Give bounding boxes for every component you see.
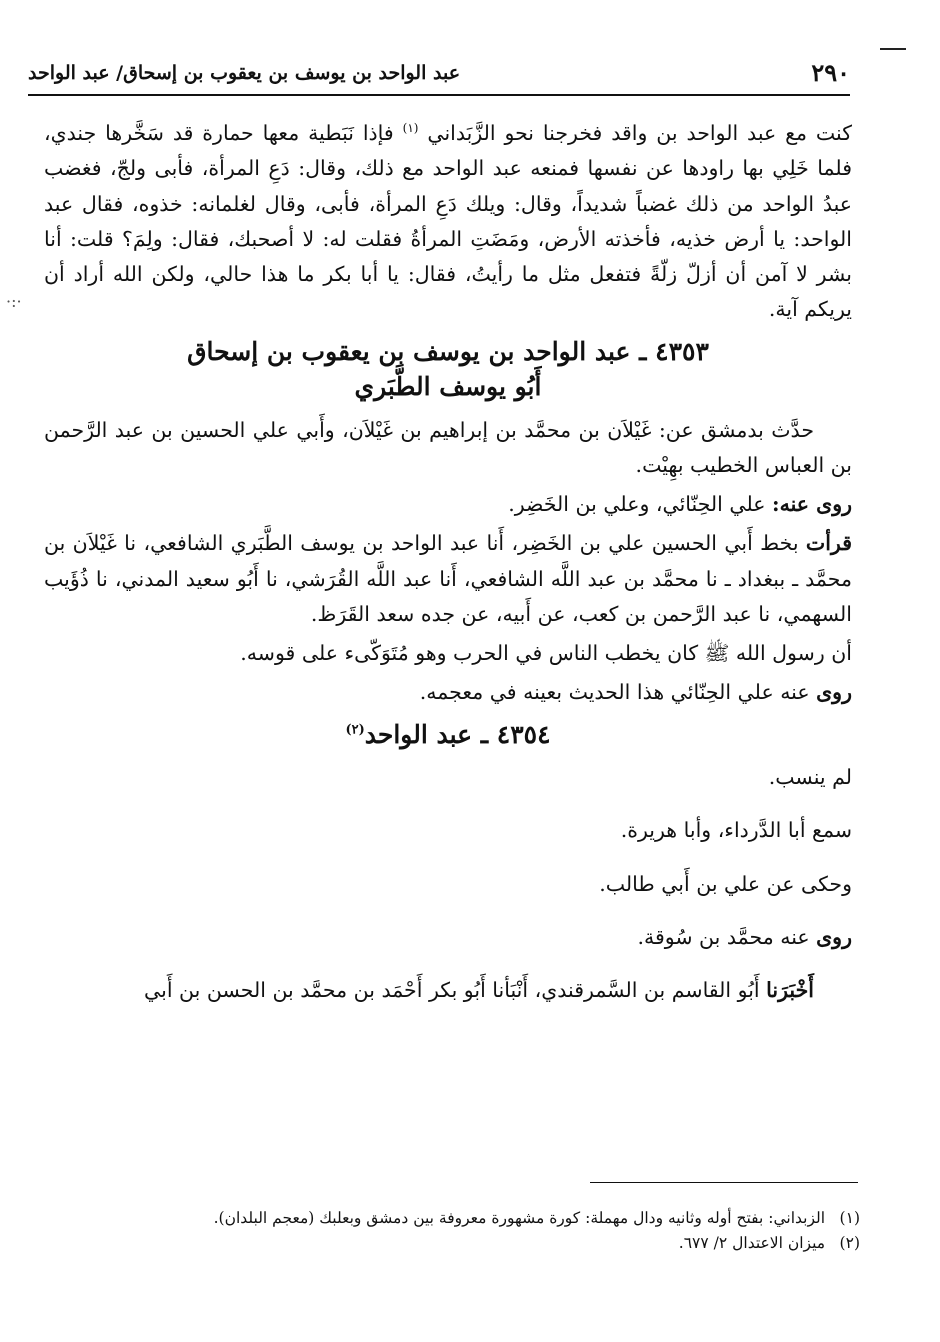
running-title: عبد الواحد بن يوسف بن يعقوب بن إسحاق/ عبد الواحد [28, 62, 461, 84]
rawa-text-2: عنه محمَّد بن سُوقة. [637, 924, 810, 949]
entry-4354-title: ٤٣٥٤ ـ عبد الواحد [364, 719, 551, 749]
entry-4354-body [44, 760, 852, 955]
qaraat-label: قرأت [805, 531, 852, 556]
rawa-text: عنه علي الحِنّائي هذا الحديث بعينه في معجمه. [419, 680, 810, 705]
footnote-ref-2: (٢) [345, 722, 365, 738]
intro-text-start: كنت مع عبد الواحد بن واقد فخرجنا نحو الزَّبَداني [427, 121, 852, 145]
entry-4353-p4: أن رسول الله ﷺ كان يخطب الناس في الحرب وهو مُتَوَكّىء على قوسه. [240, 641, 852, 665]
footnote-1 [140, 1206, 860, 1231]
rawa-label: روى [816, 680, 852, 705]
footnote-2-number: (٢) [839, 1233, 860, 1252]
footnote-1-number: (١) [839, 1209, 860, 1227]
footnote-1-text: الزبداني: بفتح أوله وثانيه ودال مهملة: كورة مشهورة معروفة بين دمشق وبعلبك (معجم البلدان). [213, 1209, 826, 1227]
entry-4354-p4 [44, 920, 852, 955]
footnote-2-text: ميزان الاعتدال ٢/ ٦٧٧. [678, 1233, 826, 1252]
footnote-divider [590, 1182, 858, 1183]
entry-4353-heading [44, 334, 852, 405]
entry-4353-title: ٤٣٥٣ ـ عبد الواحد بن يوسف بن يعقوب بن إسحاق [187, 336, 709, 366]
akhbarana-label: أَخْبَرَنا [766, 978, 814, 1002]
entry-4354-p3: وحكى عن علي بن أَبي طالب. [599, 871, 852, 896]
entry-4354-heading [44, 717, 852, 753]
footnote-2 [140, 1231, 860, 1256]
footnotes [140, 1206, 860, 1256]
narrators-text: علي الحِنّائي، وعلي بن الخَضِر. [508, 492, 766, 516]
narrators-label: روى عنه: [772, 492, 852, 516]
page-header [28, 56, 850, 96]
entry-4353-p5 [44, 675, 852, 710]
intro-text-rest: فإذا نَبَطية معها حمارة قد سَخَّرها جندي، فلما خَلِي بها راودها عن نفسها فمنعه عبد الواحد مع ذلك، وقال: دَعِ المرأة، فأبى ولجّ، فغضب عبدُ الواحد من ذلك غضباً شديداً، وقال: ويلك دَعِ المرأة، فأبى، وقال لغلمانه: خذوه، فقال عبد الواحد: يا أرض خذيه، فأخذته الأرض، ومَضَتِ المرأةُ فقلت له: لا أصحبك، فقال: ولِمَ؟ قلت: أنا بشر لا آمن أن أزلّ زلّةً فتفعل مثل ما رأيتُ، فقال: يا أبا بكر ما هذا حالي، ولكن الله أراد أن يريكم آية. [44, 121, 852, 322]
footnote-ref-1: (١) [402, 121, 419, 136]
isnad-text: بخط أَبي الحسين علي بن الخَضِر، أَنا عبد الواحد بن يوسف الطَّبَري الشافعي، نا غَيْلاَن بن محمَّد ـ ببغداد ـ نا محمَّد بن عبد اللَّه الشافعي، أَنا عبد اللَّه القُرَشي، نا أَبُو سعيد المدني، نا ذُؤَيب السهمي، نا عبد الرَّحمن بن كعب، عن أَبيه، عن جده سعد القَرَظ. [44, 531, 852, 626]
rawa-label-2: روى [816, 924, 852, 949]
corner-dash [880, 48, 906, 50]
intro-paragraph [44, 116, 852, 328]
margin-mark: ·:· [6, 292, 22, 311]
entry-4353-kunya: أَبُو يوسف الطَّبَري [354, 372, 542, 401]
entry-4354-p2: سمع أبا الدَّرداء، وأبا هريرة. [620, 818, 852, 843]
entry-4353-p1: حدَّث بدمشق عن: غَيْلاَن بن محمَّد بن إبراهيم بن غَيْلاَن، وأَبي علي الحسين بن عبد الرَّحمن بن العباس الخطيب بهِيْت. [44, 417, 852, 477]
entry-4354-p1: لم ينسب. [768, 765, 852, 789]
entry-4353-p3 [44, 526, 852, 632]
page-number: ٢٩٠ [811, 58, 850, 87]
main-text [44, 116, 852, 1012]
entry-4353-p2 [44, 487, 852, 522]
entry-4354-p5 [44, 973, 852, 1008]
akhbarana-text: أَبُو القاسم بن السَّمرقندي، أَنْبَأنا أَبُو بكر أَحْمَد بن محمَّد بن الحسن بن أَبي [144, 978, 760, 1002]
